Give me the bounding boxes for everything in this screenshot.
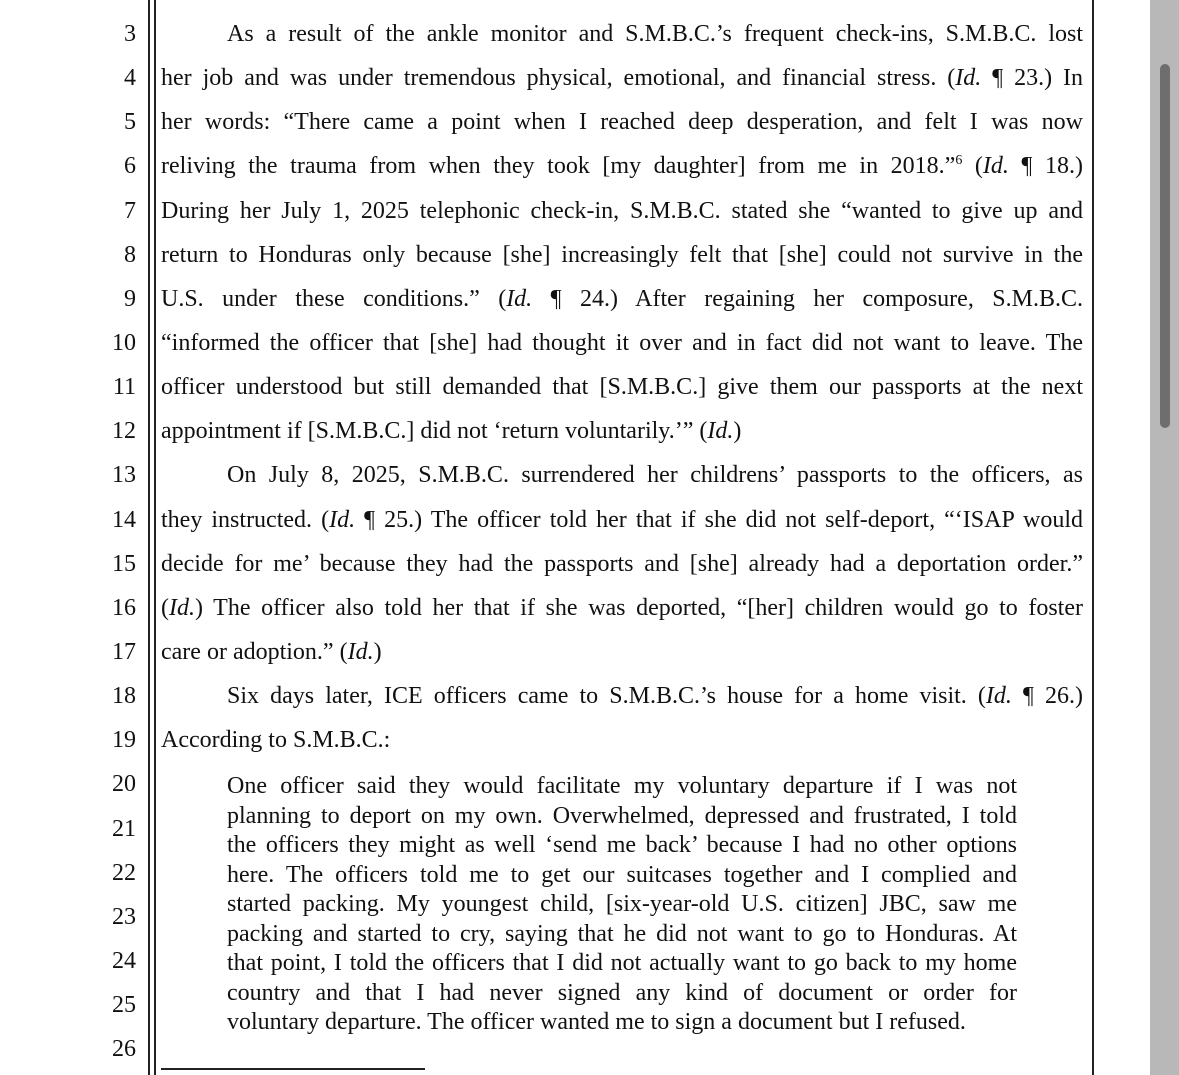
line-number: 5 (124, 109, 136, 135)
quote-line: planning to deport on my own. Overwhelmed, depressed and frustrated, I told (227, 803, 1017, 829)
quote-line: country and that I had never signed any kind of document or order for (227, 980, 1017, 1006)
line-number: 3 (124, 21, 136, 47)
line-number: 21 (112, 816, 136, 842)
line-number: 22 (112, 860, 136, 886)
line-number: 18 (112, 683, 136, 709)
line-number: 23 (112, 904, 136, 930)
quote-line: voluntary departure. The officer wanted me to sign a document but I refused. (227, 1009, 966, 1035)
body-line: (Id.) The officer also told her that if she was deported, “[her] children would go to foster (161, 595, 1083, 621)
body-line: appointment if [S.M.B.C.] did not ‘return voluntarily.’” (Id.) (161, 418, 742, 444)
line-number: 19 (112, 727, 136, 753)
body-line: “informed the officer that [she] had thought it over and in fact did not want to leave. The (161, 330, 1083, 356)
line-number: 25 (112, 992, 136, 1018)
line-number: 4 (124, 65, 136, 91)
line-number: 11 (112, 374, 136, 400)
body-line: U.S. under these conditions.” (Id. ¶ 24.) After regaining her composure, S.M.B.C. (161, 286, 1083, 312)
left-margin-rule-inner (154, 0, 156, 1075)
body-line: her job and was under tremendous physical, emotional, and financial stress. (Id. ¶ 23.) In (161, 65, 1083, 91)
body-line: they instructed. (Id. ¶ 25.) The officer told her that if she did not self-deport, “‘ISAP would (161, 507, 1083, 533)
line-number: 20 (112, 771, 136, 797)
quote-line: here. The officers told me to get our suitcases together and I complied and (227, 862, 1017, 888)
line-number: 6 (124, 153, 136, 179)
line-number: 14 (112, 507, 136, 533)
body-line: her words: “There came a point when I reached deep desperation, and felt I was now (161, 109, 1083, 135)
quote-line: that point, I told the officers that I did not actually want to go back to my home (227, 950, 1017, 976)
scrollbar-thumb[interactable] (1160, 64, 1170, 428)
right-margin-rule (1092, 0, 1094, 1075)
body-line: Six days later, ICE officers came to S.M.B.C.’s house for a home visit. (Id. ¶ 26.) (227, 683, 1083, 709)
quote-line: packing and started to cry, saying that he did not want to go to Honduras. At (227, 921, 1017, 947)
quote-line: One officer said they would facilitate my voluntary departure if I was not (227, 773, 1017, 799)
line-number: 7 (124, 198, 136, 224)
line-number: 8 (124, 242, 136, 268)
line-number: 9 (124, 286, 136, 312)
line-number: 13 (112, 462, 136, 488)
body-line: On July 8, 2025, S.M.B.C. surrendered her childrens’ passports to the officers, as (227, 462, 1083, 488)
line-number: 15 (112, 551, 136, 577)
body-line: care or adoption.” (Id.) (161, 639, 382, 665)
body-line: decide for me’ because they had the passports and [she] already had a deportation order.” (161, 551, 1083, 577)
line-number: 12 (112, 418, 136, 444)
body-line: As a result of the ankle monitor and S.M.B.C.’s frequent check-ins, S.M.B.C. lost (227, 21, 1083, 47)
body-line: According to S.M.B.C.: (161, 727, 391, 753)
body-line: officer understood but still demanded that [S.M.B.C.] give them our passports at the next (161, 374, 1083, 400)
line-number: 26 (112, 1036, 136, 1062)
line-number: 24 (112, 948, 136, 974)
body-line: return to Honduras only because [she] increasingly felt that [she] could not survive in the (161, 242, 1083, 268)
line-number: 16 (112, 595, 136, 621)
body-line: During her July 1, 2025 telephonic check-in, S.M.B.C. stated she “wanted to give up and (161, 198, 1083, 224)
body-line: reliving the trauma from when they took [my daughter] from me in 2018.”$^6$ (Id. ¶ 18.) (161, 153, 1083, 179)
quote-line: the officers they might as well ‘send me back’ because I had no other options (227, 832, 1017, 858)
footnote-separator (161, 1068, 425, 1070)
left-margin-rule-outer (148, 0, 150, 1075)
line-number: 10 (112, 330, 136, 356)
line-number: 17 (112, 639, 136, 665)
quote-line: started packing. My youngest child, [six-year-old U.S. citizen] JBC, saw me (227, 891, 1017, 917)
